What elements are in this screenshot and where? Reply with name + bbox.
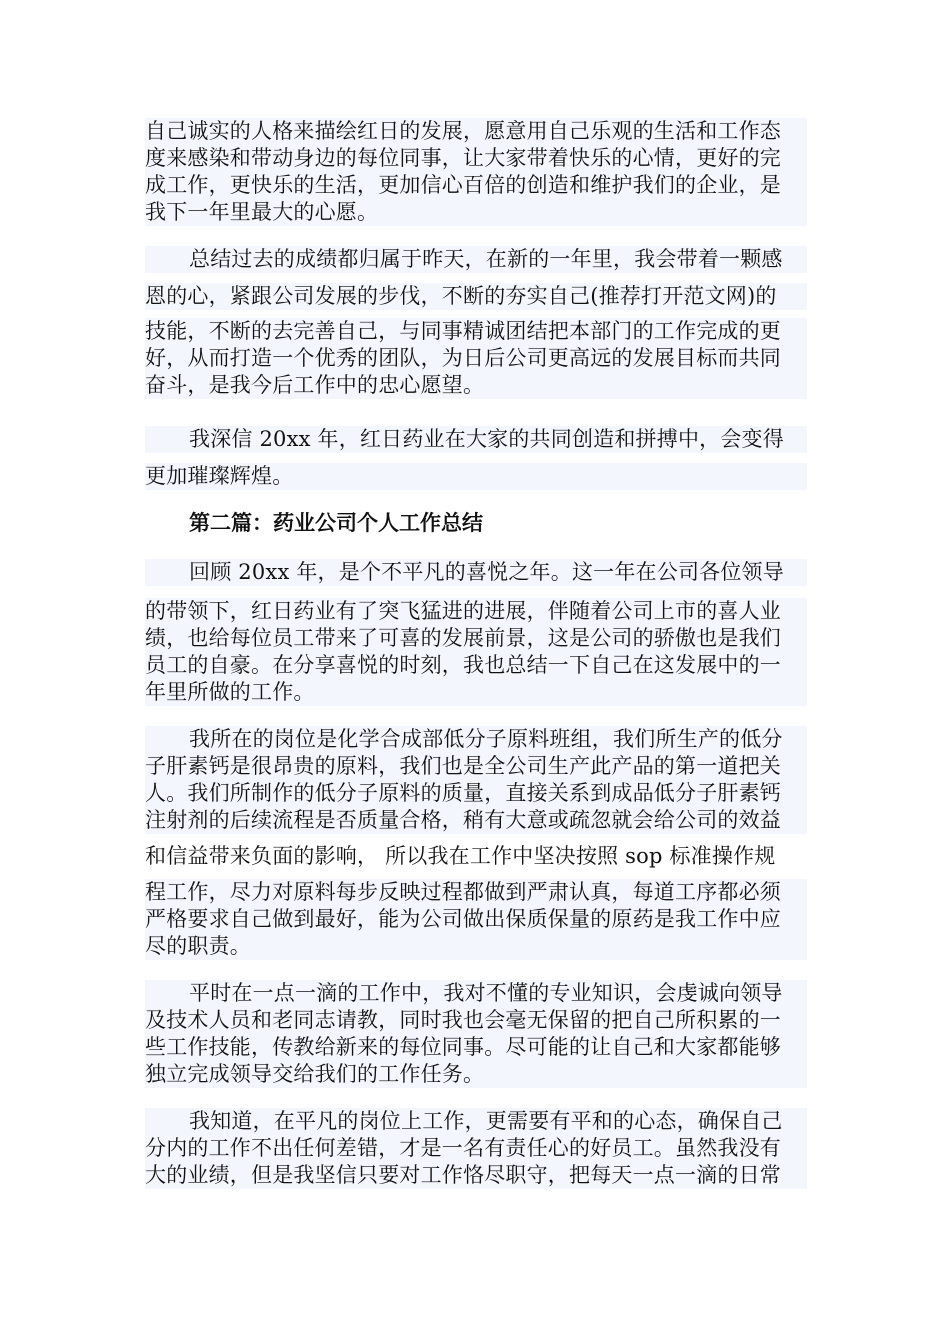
text-line: 自己诚实的人格来描绘红日的发展，愿意用自己乐观的生活和工作态 <box>145 118 807 145</box>
text-line: 程工作，尽力对原料每步反映过程都做到严肃认真，每道工序都必须 <box>145 879 807 906</box>
text-line: 成工作，更快乐的生活，更加信心百倍的创造和维护我们的企业，是 <box>145 172 807 199</box>
text-line: 恩的心，紧跟公司发展的步伐，不断的夯实自己(推荐打开范文网)的 <box>145 283 807 310</box>
text-line: 分内的工作不出任何差错，才是一名有责任心的好员工。虽然我没有 <box>145 1135 807 1162</box>
paragraph <box>145 426 807 490</box>
document-page <box>145 118 807 1189</box>
text-line: 技能，不断的去完善自己，与同事精诚团结把本部门的工作完成的更 <box>145 318 807 345</box>
text-line: 注射剂的后续流程是否质量合格，稍有大意或疏忽就会给公司的效益 <box>145 807 807 834</box>
paragraph <box>145 118 807 226</box>
text-line: 奋斗，是我今后工作中的忠心愿望。 <box>145 372 807 399</box>
paragraph <box>145 980 807 1088</box>
text-line: 我知道，在平凡的岗位上工作，更需要有平和的心态，确保自己 <box>145 1108 807 1135</box>
text-line: 好，从而打造一个优秀的团队，为日后公司更高远的发展目标而共同 <box>145 345 807 372</box>
text-line: 及技术人员和老同志请教，同时我也会毫无保留的把自己所积累的一 <box>145 1007 807 1034</box>
text-line: 回顾 20xx 年，是个不平凡的喜悦之年。这一年在公司各位领导 <box>145 559 807 586</box>
paragraph <box>145 559 807 706</box>
text-line: 些工作技能，传教给新来的每位同事。尽可能的让自己和大家都能够 <box>145 1034 807 1061</box>
paragraph <box>145 1108 807 1189</box>
text-line: 严格要求自己做到最好，能为公司做出保质保量的原药是我工作中应 <box>145 906 807 933</box>
text-line: 总结过去的成绩都归属于昨天，在新的一年里，我会带着一颗感 <box>145 246 807 273</box>
text-line: 独立完成领导交给我们的工作任务。 <box>145 1061 807 1088</box>
text-line: 尽的职责。 <box>145 933 807 960</box>
text-line: 年里所做的工作。 <box>145 679 807 706</box>
text-line: 我深信 20xx 年，红日药业在大家的共同创造和拼搏中，会变得 <box>145 426 807 453</box>
text-line: 我所在的岗位是化学合成部低分子原料班组，我们所生产的低分 <box>145 726 807 753</box>
text-line: 大的业绩，但是我坚信只要对工作恪尽职守，把每天一点一滴的日常 <box>145 1162 807 1189</box>
text-line: 度来感染和带动身边的每位同事，让大家带着快乐的心情，更好的完 <box>145 145 807 172</box>
paragraph <box>145 726 807 960</box>
text-line: 的带领下，红日药业有了突飞猛进的进展，伴随着公司上市的喜人业 <box>145 598 807 625</box>
text-line: 绩，也给每位员工带来了可喜的发展前景，这是公司的骄傲也是我们 <box>145 625 807 652</box>
text-line: 员工的自豪。在分享喜悦的时刻，我也总结一下自己在这发展中的一 <box>145 652 807 679</box>
text-line: 人。我们所制作的低分子原料的质量，直接关系到成品低分子肝素钙 <box>145 780 807 807</box>
text-line: 和信益带来负面的影响， 所以我在工作中坚决按照 sop 标准操作规 <box>145 843 807 870</box>
text-line: 平时在一点一滴的工作中，我对不懂的专业知识，会虔诚向领导 <box>145 980 807 1007</box>
text-line: 更加璀璨辉煌。 <box>145 463 807 490</box>
text-line: 我下一年里最大的心愿。 <box>145 199 807 226</box>
text-line: 子肝素钙是很昂贵的原料，我们也是全公司生产此产品的第一道把关 <box>145 753 807 780</box>
paragraph <box>145 246 807 399</box>
section-heading: 第二篇：药业公司个人工作总结 <box>189 511 483 535</box>
